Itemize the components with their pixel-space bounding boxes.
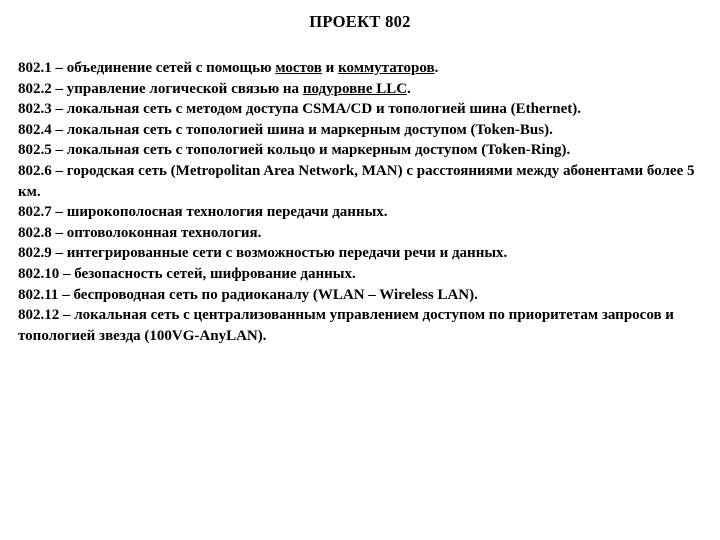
- list-item: [18, 285, 708, 306]
- item-dash: –: [59, 265, 75, 282]
- item-text: оптоволоконная технология.: [66, 224, 262, 241]
- list-item: [18, 264, 708, 285]
- item-text: безопасность сетей, шифрование данных.: [74, 265, 356, 282]
- list-item: [18, 161, 708, 202]
- item-text: и: [321, 60, 339, 76]
- page-title: ПРОЕКТ 802: [309, 12, 411, 31]
- item-code: 802.5: [18, 142, 52, 159]
- item-dash: –: [51, 162, 67, 179]
- list-item: [18, 140, 708, 161]
- item-code: 802.6: [18, 162, 52, 179]
- item-text: .: [434, 60, 439, 76]
- item-code: 802.10: [18, 265, 60, 282]
- item-dash: –: [51, 204, 67, 221]
- item-text: интегрированные сети с возможностью передачи речи и данных.: [66, 245, 508, 262]
- item-dash: –: [51, 224, 67, 241]
- item-dash: –: [51, 101, 67, 118]
- list-item: [18, 305, 708, 346]
- list-item: [18, 223, 708, 244]
- item-text: управление логической связью на: [66, 80, 303, 97]
- item-text: локальная сеть с централизованным управлением доступом по приоритетам запросов и топологией звезда (100VG-AnyLAN).: [18, 307, 674, 344]
- item-text: локальная сеть с топологией кольцо и маркерным доступом (Token-Ring).: [66, 142, 571, 159]
- item-text: .: [407, 80, 411, 97]
- item-code: 802.2: [18, 80, 52, 97]
- item-text: объединение сетей с помощью: [66, 60, 276, 76]
- list-item: [18, 58, 708, 79]
- item-dash: –: [51, 80, 67, 97]
- item-code: 802.11: [18, 286, 59, 303]
- list-item: [18, 120, 708, 141]
- item-text: локальная сеть с методом доступа CSMA/CD и топологией шина (Ethernet).: [66, 101, 581, 118]
- item-dash: –: [51, 142, 67, 159]
- list-item: [18, 243, 708, 264]
- item-text: городская сеть (Metropolitan Area Network, MAN) с расстояниями между абонентами более 5 км.: [18, 162, 695, 200]
- item-code: 802.1: [18, 60, 52, 76]
- item-code: 802.3: [18, 101, 52, 118]
- list-item: [18, 202, 708, 223]
- standards-list: [18, 58, 708, 346]
- item-text: беспроводная сеть по радиоканалу (WLAN – Wireless LAN).: [73, 286, 478, 303]
- list-item: [18, 99, 708, 120]
- item-text: локальная сеть с топологией шина и маркерным доступом (Token-Bus).: [66, 121, 553, 138]
- item-dash: –: [58, 286, 74, 303]
- item-dash: –: [51, 245, 67, 262]
- item-dash: –: [51, 121, 67, 138]
- llc-sublayer-link[interactable]: подуровне LLC: [302, 80, 408, 97]
- bridges-link[interactable]: мостов: [275, 60, 322, 76]
- item-dash: –: [51, 60, 67, 76]
- item-code: 802.9: [18, 245, 52, 262]
- item-text: широкополосная технология передачи данных.: [66, 204, 388, 221]
- list-item: [18, 79, 708, 100]
- item-code: 802.8: [18, 224, 52, 241]
- item-dash: –: [59, 307, 75, 324]
- switches-link[interactable]: коммутаторов: [338, 60, 435, 76]
- item-code: 802.12: [18, 307, 60, 324]
- item-code: 802.7: [18, 204, 52, 221]
- item-code: 802.4: [18, 121, 52, 138]
